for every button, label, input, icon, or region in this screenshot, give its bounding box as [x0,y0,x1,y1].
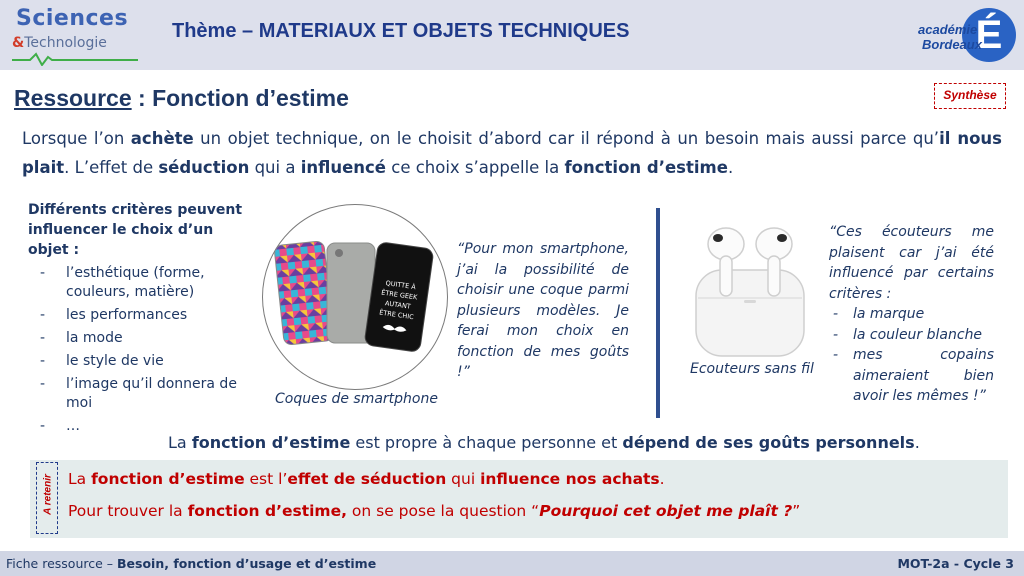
logo-text-technologie: &Technologie [12,35,107,51]
header-bar [0,0,1024,70]
synthese-badge: Synthèse [934,83,1006,109]
vertical-divider [656,208,660,418]
criteria-item: - … [28,417,258,436]
academie-label: académie [918,22,978,37]
criteria-item: - l’esthétique (forme, couleurs, matière) [28,264,258,302]
logo-wave-icon [12,52,138,66]
svg-text:ÊTRE GEEK: ÊTRE GEEK [380,288,418,302]
footer-level: MOT-2a - Cycle 3 [897,556,1014,571]
sciences-technologie-logo [12,6,142,66]
svg-text:QUITTE À: QUITTE À [385,279,417,292]
retenir-line-2: Pour trouver la fonction d’estime, on se pose la question “Pourquoi cet objet me plaît ?” [68,502,801,520]
retenir-line-1: La fonction d’estime est l’effet de séduction qui influence nos achats. [68,470,665,488]
cases-caption: Coques de smartphone [275,391,438,407]
a-retenir-label: A retenir [42,474,54,515]
criteria-heading: Différents critères peuvent influencer le choix d’un objet : [28,202,243,258]
earbuds-image [688,214,812,362]
footer-resource-title: Fiche ressource – Besoin, fonction d’usage et d’estime [6,556,377,571]
criteria-list [28,200,258,440]
a-retenir-label-box [36,462,58,534]
criteria-item: - le style de vie [28,352,258,371]
criteria-item: - les performances [28,306,258,325]
bordeaux-label: Bordeaux [922,37,982,52]
cases-quote: “Pour mon smartphone, j’ai la possibilité de choisir une coque parmi plusieurs modèles. Je ferai mon choix en fonction de mes goûts !” [457,241,629,380]
phone-cases-illustration [263,205,448,390]
academie-bordeaux-logo [918,4,1018,66]
title-prefix: Ressource [14,85,132,111]
earbuds-criteria-item: - la couleur blanche [829,325,994,346]
earbuds-quote [829,222,994,407]
svg-text:ÊTRE CHIC: ÊTRE CHIC [378,308,415,322]
earbuds-criteria-item: - la marque [829,304,994,325]
theme-title: Thème – MATERIAUX ET OBJETS TECHNIQUES [172,20,630,42]
intro-paragraph: Lorsque l’on achète un objet technique, on le choisit d’abord car il répond à un besoin mais aussi parce qu’il nous plait. L’effet de séduction qui a influencé ce choix s’appelle la fonction d’estime. [22,129,1002,177]
criteria-item: - la mode [28,329,258,348]
page-title [14,85,349,112]
a-retenir-box [30,460,1008,538]
svg-text:AUTANT: AUTANT [384,299,412,311]
academie-e-icon: É [962,8,1016,62]
logo-text-sciences: Sciences [16,6,129,31]
earbuds-quote-intro: “Ces écouteurs me plaisent car j’ai été influencé par certains critères : [829,224,994,302]
criteria-item: - l’image qu’il donnera de moi [28,375,258,413]
earbuds-criteria-item: - mes copains aimeraient bien avoir les mêmes !” [829,345,994,407]
phone-cases-image [262,204,448,390]
conclusion-sentence: La fonction d’estime est propre à chaque personne et dépend de ses goûts personnels. [168,433,920,452]
title-rest: : Fonction d’estime [131,85,349,111]
footer-bar [0,551,1024,576]
earbuds-caption: Ecouteurs sans fil [690,361,814,377]
